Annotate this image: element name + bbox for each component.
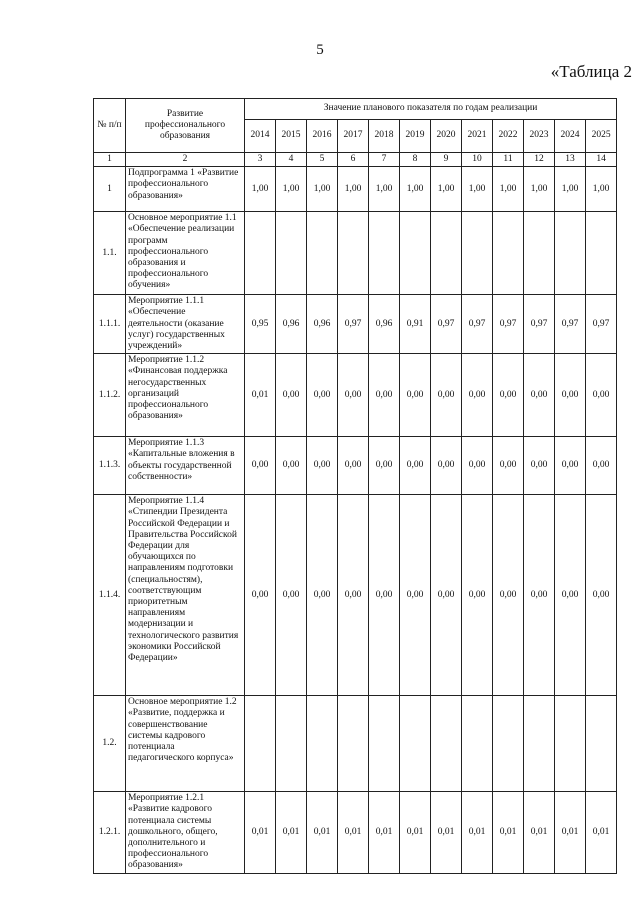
row-value	[431, 696, 462, 792]
row-value: 1,00	[307, 167, 338, 212]
row-value: 1,00	[400, 167, 431, 212]
row-value: 0,01	[400, 792, 431, 873]
row-value: 0,01	[586, 792, 617, 873]
column-index: 8	[400, 153, 431, 167]
row-name: Мероприятие 1.1.2 «Финансовая поддержка негосударственных организаций профессионального образования»	[126, 354, 245, 437]
table-row	[94, 295, 617, 354]
row-value: 0,01	[245, 792, 276, 873]
row-number: 1.1.1.	[94, 295, 126, 354]
row-value	[555, 696, 586, 792]
row-name: Основное мероприятие 1.1 «Обеспечение реализации программ профессионального образования и профессионального обучения»	[126, 212, 245, 295]
row-number: 1.2.1.	[94, 792, 126, 873]
row-value	[555, 212, 586, 295]
row-value	[307, 212, 338, 295]
row-value: 0,00	[555, 495, 586, 696]
row-value: 0,00	[462, 354, 493, 437]
row-value: 0,91	[400, 295, 431, 354]
column-index: 3	[245, 153, 276, 167]
row-value: 0,97	[586, 295, 617, 354]
row-value: 0,95	[245, 295, 276, 354]
table-row	[94, 437, 617, 495]
row-value: 0,00	[400, 495, 431, 696]
row-value: 0,00	[276, 495, 307, 696]
row-value: 0,00	[369, 437, 400, 495]
column-index: 7	[369, 153, 400, 167]
table-row	[94, 212, 617, 295]
row-value: 0,00	[307, 495, 338, 696]
row-number: 1.2.	[94, 696, 126, 792]
row-value	[276, 696, 307, 792]
column-index: 1	[94, 153, 126, 167]
header-year: 2015	[276, 120, 307, 153]
row-value: 0,01	[555, 792, 586, 873]
row-value: 0,01	[524, 792, 555, 873]
header-group: Значение планового показателя по годам реализации	[245, 99, 617, 120]
row-value: 1,00	[338, 167, 369, 212]
row-value	[400, 212, 431, 295]
column-index: 9	[431, 153, 462, 167]
row-value: 0,00	[369, 354, 400, 437]
column-index: 4	[276, 153, 307, 167]
row-value: 0,01	[431, 792, 462, 873]
row-value: 0,00	[400, 354, 431, 437]
row-value: 0,00	[431, 495, 462, 696]
row-value: 0,01	[338, 792, 369, 873]
row-value: 0,00	[307, 437, 338, 495]
row-value	[245, 696, 276, 792]
row-value	[493, 696, 524, 792]
row-number: 1.1.4.	[94, 495, 126, 696]
row-name: Мероприятие 1.1.1 «Обеспечение деятельности (оказание услуг) государственных учреждений»	[126, 295, 245, 354]
row-value: 0,00	[307, 354, 338, 437]
row-value: 1,00	[555, 167, 586, 212]
row-value	[400, 696, 431, 792]
row-value: 0,00	[462, 437, 493, 495]
row-value: 0,01	[369, 792, 400, 873]
row-value: 0,97	[462, 295, 493, 354]
row-value: 0,00	[555, 354, 586, 437]
row-value: 1,00	[524, 167, 555, 212]
row-number: 1	[94, 167, 126, 212]
column-index: 5	[307, 153, 338, 167]
row-value: 0,97	[524, 295, 555, 354]
row-name: Основное мероприятие 1.2 «Развитие, поддержка и совершенствование системы кадрового потенциала педагогического корпуса»	[126, 696, 245, 792]
indicator-table	[93, 98, 617, 874]
row-value: 0,00	[493, 437, 524, 495]
row-value	[338, 696, 369, 792]
row-value: 0,00	[524, 354, 555, 437]
row-value	[276, 212, 307, 295]
row-name: Мероприятие 1.1.4 «Стипендии Президента Российской Федерации и Правительства Российской Федерации для обучающихся по направлениям подготовки (специальностям), соответствующим приоритетным направлениям модернизации и технологического развития экономики Российской Федерации»	[126, 495, 245, 696]
row-value: 1,00	[431, 167, 462, 212]
header-year: 2016	[307, 120, 338, 153]
row-value: 0,97	[493, 295, 524, 354]
column-index: 11	[493, 153, 524, 167]
header-year: 2017	[338, 120, 369, 153]
row-value: 0,00	[493, 495, 524, 696]
row-value: 1,00	[369, 167, 400, 212]
row-value: 0,01	[462, 792, 493, 873]
row-value: 1,00	[245, 167, 276, 212]
header-year: 2022	[493, 120, 524, 153]
table-row	[94, 495, 617, 696]
row-value: 0,97	[555, 295, 586, 354]
row-value	[369, 212, 400, 295]
row-value: 0,00	[462, 495, 493, 696]
row-value: 0,00	[276, 437, 307, 495]
column-index: 12	[524, 153, 555, 167]
row-name: Подпрограмма 1 «Развитие профессионального образования»	[126, 167, 245, 212]
row-value: 0,00	[431, 437, 462, 495]
header-year: 2024	[555, 120, 586, 153]
row-value: 0,00	[400, 437, 431, 495]
row-number: 1.1.2.	[94, 354, 126, 437]
table-row	[94, 167, 617, 212]
header-year: 2014	[245, 120, 276, 153]
row-value	[307, 696, 338, 792]
header-year: 2020	[431, 120, 462, 153]
row-value: 0,00	[245, 495, 276, 696]
row-value: 0,00	[338, 354, 369, 437]
row-value: 0,00	[493, 354, 524, 437]
row-value	[245, 212, 276, 295]
row-number: 1.1.	[94, 212, 126, 295]
table-row	[94, 792, 617, 873]
row-value	[524, 696, 555, 792]
row-name: Мероприятие 1.1.3 «Капитальные вложения в объекты государственной собственности»	[126, 437, 245, 495]
header-num: № п/п	[94, 99, 126, 153]
row-value: 0,00	[369, 495, 400, 696]
header-name: Развитие профессионального образования	[126, 99, 245, 153]
row-value: 0,00	[524, 437, 555, 495]
row-value: 1,00	[493, 167, 524, 212]
row-value: 0,01	[307, 792, 338, 873]
row-value: 0,00	[431, 354, 462, 437]
row-value: 0,00	[276, 354, 307, 437]
row-value	[338, 212, 369, 295]
header-year: 2021	[462, 120, 493, 153]
column-index: 13	[555, 153, 586, 167]
column-index: 6	[338, 153, 369, 167]
row-value: 0,00	[586, 354, 617, 437]
row-value	[369, 696, 400, 792]
row-value: 0,00	[245, 437, 276, 495]
row-number: 1.1.3.	[94, 437, 126, 495]
header-year: 2025	[586, 120, 617, 153]
table-caption: «Таблица 2	[550, 62, 632, 81]
row-value: 0,00	[586, 495, 617, 696]
row-value: 0,00	[338, 495, 369, 696]
row-value: 0,00	[524, 495, 555, 696]
header-year: 2023	[524, 120, 555, 153]
header-year: 2018	[369, 120, 400, 153]
row-value: 1,00	[276, 167, 307, 212]
row-name: Мероприятие 1.2.1 «Развитие кадрового потенциала системы дошкольного, общего, дополнительного и профессионального образования»	[126, 792, 245, 873]
row-value: 1,00	[462, 167, 493, 212]
row-value: 0,96	[369, 295, 400, 354]
row-value: 0,01	[493, 792, 524, 873]
row-value: 0,97	[431, 295, 462, 354]
row-value	[462, 696, 493, 792]
column-index: 10	[462, 153, 493, 167]
table-row	[94, 696, 617, 792]
row-value: 0,96	[276, 295, 307, 354]
row-value	[431, 212, 462, 295]
row-value: 0,00	[555, 437, 586, 495]
row-value	[462, 212, 493, 295]
row-value: 0,01	[245, 354, 276, 437]
row-value	[586, 212, 617, 295]
header-year: 2019	[400, 120, 431, 153]
page-number: 5	[316, 42, 324, 58]
row-value	[524, 212, 555, 295]
column-index: 2	[126, 153, 245, 167]
column-index: 14	[586, 153, 617, 167]
row-value: 0,01	[276, 792, 307, 873]
row-value	[493, 212, 524, 295]
row-value: 0,97	[338, 295, 369, 354]
row-value: 0,00	[338, 437, 369, 495]
row-value: 1,00	[586, 167, 617, 212]
table-row	[94, 354, 617, 437]
row-value: 0,00	[586, 437, 617, 495]
row-value	[586, 696, 617, 792]
row-value: 0,96	[307, 295, 338, 354]
